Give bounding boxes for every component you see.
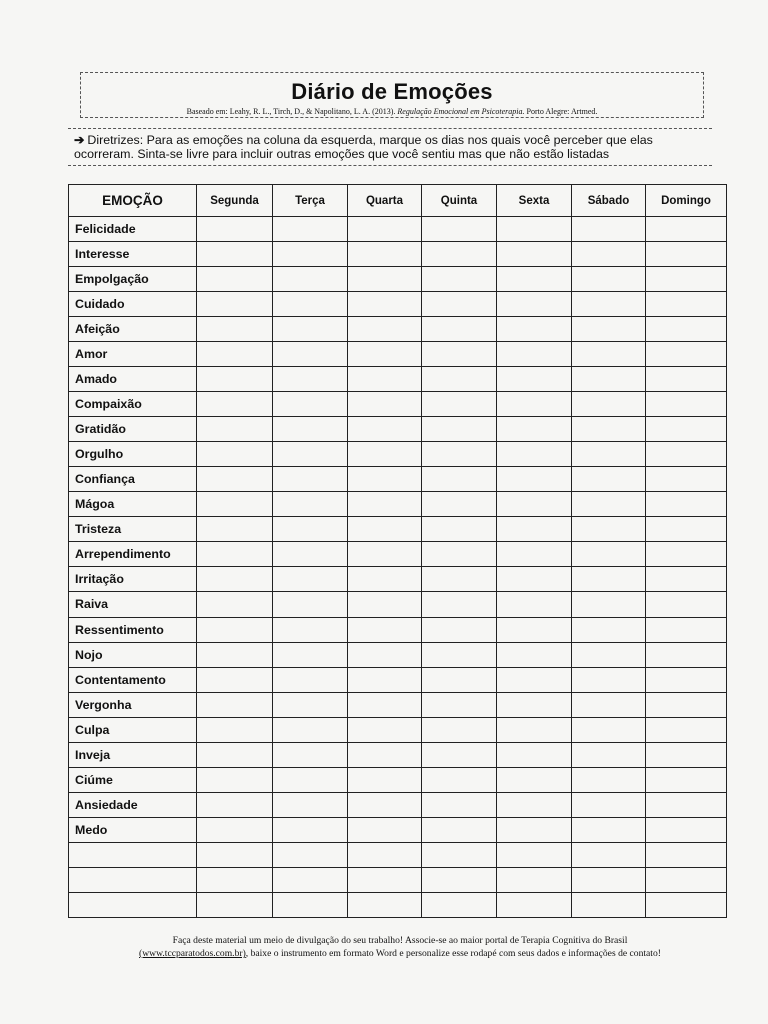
table-row — [69, 867, 727, 892]
day-check-cell[interactable] — [572, 392, 646, 417]
day-check-cell[interactable] — [572, 217, 646, 242]
day-check-cell[interactable] — [348, 767, 422, 792]
day-check-cell[interactable] — [646, 842, 727, 867]
day-check-cell[interactable] — [422, 692, 497, 717]
footer — [90, 934, 710, 960]
table-body — [69, 217, 727, 918]
emotion-label: Interesse — [69, 242, 197, 267]
day-check-cell[interactable] — [197, 292, 273, 317]
day-check-cell[interactable] — [197, 492, 273, 517]
day-check-cell[interactable] — [646, 417, 727, 442]
day-check-cell[interactable] — [273, 742, 348, 767]
day-check-cell[interactable] — [422, 417, 497, 442]
day-check-cell[interactable] — [497, 317, 572, 342]
day-check-cell[interactable] — [422, 817, 497, 842]
day-check-cell[interactable] — [422, 767, 497, 792]
emotion-label: Confiança — [69, 467, 197, 492]
emotion-label: Orgulho — [69, 442, 197, 467]
emotion-label — [69, 867, 197, 892]
guidelines — [68, 128, 712, 166]
emotion-label: Amor — [69, 342, 197, 367]
day-check-cell[interactable] — [273, 567, 348, 592]
day-check-cell[interactable] — [572, 267, 646, 292]
day-check-cell[interactable] — [497, 692, 572, 717]
day-check-cell[interactable] — [646, 742, 727, 767]
day-check-cell[interactable] — [497, 717, 572, 742]
header-box — [80, 72, 704, 118]
day-check-cell[interactable] — [572, 792, 646, 817]
day-check-cell[interactable] — [348, 792, 422, 817]
day-check-cell[interactable] — [572, 892, 646, 917]
day-check-cell[interactable] — [497, 342, 572, 367]
emotion-label: Inveja — [69, 742, 197, 767]
source-citation — [81, 107, 703, 116]
table-row — [69, 442, 727, 467]
day-check-cell[interactable] — [422, 467, 497, 492]
day-check-cell[interactable] — [348, 567, 422, 592]
table-row — [69, 717, 727, 742]
day-check-cell[interactable] — [646, 867, 727, 892]
day-check-cell[interactable] — [497, 592, 572, 617]
table-row — [69, 367, 727, 392]
day-check-cell[interactable] — [572, 417, 646, 442]
table-row — [69, 592, 727, 617]
day-check-cell[interactable] — [572, 642, 646, 667]
day-check-cell[interactable] — [572, 342, 646, 367]
day-check-cell[interactable] — [572, 667, 646, 692]
day-check-cell[interactable] — [422, 517, 497, 542]
table-row — [69, 892, 727, 917]
table-row — [69, 492, 727, 517]
table-row — [69, 842, 727, 867]
day-check-cell[interactable] — [348, 867, 422, 892]
day-check-cell[interactable] — [348, 342, 422, 367]
day-check-cell[interactable] — [497, 292, 572, 317]
day-check-cell[interactable] — [497, 242, 572, 267]
day-check-cell[interactable] — [348, 842, 422, 867]
day-check-cell[interactable] — [273, 292, 348, 317]
day-check-cell[interactable] — [422, 642, 497, 667]
day-check-cell[interactable] — [646, 492, 727, 517]
day-check-cell[interactable] — [422, 392, 497, 417]
emotion-table — [68, 184, 727, 918]
emotion-label: Mágoa — [69, 492, 197, 517]
day-check-cell[interactable] — [497, 817, 572, 842]
day-check-cell[interactable] — [497, 867, 572, 892]
table-row — [69, 267, 727, 292]
day-check-cell[interactable] — [273, 442, 348, 467]
table-row — [69, 417, 727, 442]
table-row — [69, 542, 727, 567]
day-check-cell[interactable] — [497, 642, 572, 667]
source-prefix: Baseado em: Leahy, R. L., Tirch, D., & Napolitano, L. A. (2013). — [186, 107, 396, 116]
day-check-cell[interactable] — [497, 667, 572, 692]
day-check-cell[interactable] — [497, 567, 572, 592]
emotion-label — [69, 842, 197, 867]
day-check-cell[interactable] — [572, 567, 646, 592]
day-check-cell[interactable] — [273, 417, 348, 442]
emotion-label: Cuidado — [69, 292, 197, 317]
day-check-cell[interactable] — [348, 267, 422, 292]
day-check-cell[interactable] — [273, 667, 348, 692]
day-check-cell[interactable] — [197, 217, 273, 242]
day-check-cell[interactable] — [273, 342, 348, 367]
footer-line-2-text: , baixe o instrumento em formato Word e personalize esse rodapé com seus dados e informações de contato! — [245, 948, 661, 959]
day-check-cell[interactable] — [197, 817, 273, 842]
day-check-cell[interactable] — [197, 717, 273, 742]
day-check-cell[interactable] — [197, 842, 273, 867]
emotion-label: Ansiedade — [69, 792, 197, 817]
day-check-cell[interactable] — [422, 292, 497, 317]
emotion-label: Amado — [69, 367, 197, 392]
emotion-label: Ressentimento — [69, 617, 197, 642]
day-check-cell[interactable] — [197, 742, 273, 767]
table-row — [69, 692, 727, 717]
day-check-cell[interactable] — [646, 217, 727, 242]
day-check-cell[interactable] — [422, 242, 497, 267]
day-check-cell[interactable] — [422, 567, 497, 592]
emotion-label: Vergonha — [69, 692, 197, 717]
table-row — [69, 792, 727, 817]
day-check-cell[interactable] — [497, 617, 572, 642]
day-check-cell[interactable] — [572, 842, 646, 867]
day-check-cell[interactable] — [572, 442, 646, 467]
emotion-label: Arrependimento — [69, 542, 197, 567]
day-check-cell[interactable] — [348, 517, 422, 542]
day-check-cell[interactable] — [646, 892, 727, 917]
day-check-cell[interactable] — [646, 242, 727, 267]
day-check-cell[interactable] — [348, 392, 422, 417]
day-check-cell[interactable] — [646, 592, 727, 617]
day-check-cell[interactable] — [422, 317, 497, 342]
table-row — [69, 242, 727, 267]
day-check-cell[interactable] — [646, 317, 727, 342]
day-check-cell[interactable] — [572, 317, 646, 342]
day-check-cell[interactable] — [273, 717, 348, 742]
column-header-emotion: EMOÇÃO — [69, 185, 197, 217]
day-check-cell[interactable] — [273, 267, 348, 292]
day-check-cell[interactable] — [273, 642, 348, 667]
day-check-cell[interactable] — [646, 792, 727, 817]
day-check-cell[interactable] — [572, 767, 646, 792]
day-check-cell[interactable] — [197, 667, 273, 692]
day-check-cell[interactable] — [348, 692, 422, 717]
day-check-cell[interactable] — [348, 442, 422, 467]
column-header-day: Quinta — [422, 185, 497, 217]
day-check-cell[interactable] — [422, 842, 497, 867]
day-check-cell[interactable] — [646, 367, 727, 392]
day-check-cell[interactable] — [273, 842, 348, 867]
table-row — [69, 292, 727, 317]
table-row — [69, 467, 727, 492]
day-check-cell[interactable] — [572, 467, 646, 492]
day-check-cell[interactable] — [646, 617, 727, 642]
day-check-cell[interactable] — [646, 342, 727, 367]
day-check-cell[interactable] — [197, 442, 273, 467]
table-row — [69, 767, 727, 792]
day-check-cell[interactable] — [197, 892, 273, 917]
day-check-cell[interactable] — [273, 867, 348, 892]
day-check-cell[interactable] — [273, 592, 348, 617]
day-check-cell[interactable] — [646, 392, 727, 417]
day-check-cell[interactable] — [497, 842, 572, 867]
day-check-cell[interactable] — [422, 342, 497, 367]
day-check-cell[interactable] — [348, 892, 422, 917]
guidelines-text: Diretrizes: Para as emoções na coluna da esquerda, marque os dias nos quais você perceber que elas ocorreram. Sinta-se livre para incluir outras emoções que você sentiu mas que não estão listadas — [74, 133, 653, 161]
day-check-cell[interactable] — [497, 792, 572, 817]
day-check-cell[interactable] — [197, 417, 273, 442]
day-check-cell[interactable] — [348, 817, 422, 842]
day-check-cell[interactable] — [422, 492, 497, 517]
day-check-cell[interactable] — [348, 217, 422, 242]
column-header-day: Sexta — [497, 185, 572, 217]
day-check-cell[interactable] — [497, 742, 572, 767]
day-check-cell[interactable] — [197, 392, 273, 417]
emotion-label — [69, 892, 197, 917]
day-check-cell[interactable] — [197, 342, 273, 367]
day-check-cell[interactable] — [348, 742, 422, 767]
day-check-cell[interactable] — [197, 517, 273, 542]
day-check-cell[interactable] — [422, 267, 497, 292]
day-check-cell[interactable] — [348, 317, 422, 342]
table-row — [69, 567, 727, 592]
day-check-cell[interactable] — [273, 467, 348, 492]
day-check-cell[interactable] — [197, 542, 273, 567]
day-check-cell[interactable] — [197, 642, 273, 667]
day-check-cell[interactable] — [422, 892, 497, 917]
day-check-cell[interactable] — [646, 642, 727, 667]
emotion-label: Nojo — [69, 642, 197, 667]
day-check-cell[interactable] — [422, 442, 497, 467]
day-check-cell[interactable] — [197, 692, 273, 717]
day-check-cell[interactable] — [422, 367, 497, 392]
table-row — [69, 742, 727, 767]
column-header-day: Segunda — [197, 185, 273, 217]
emotion-label: Compaixão — [69, 392, 197, 417]
day-check-cell[interactable] — [497, 492, 572, 517]
day-check-cell[interactable] — [646, 817, 727, 842]
day-check-cell[interactable] — [497, 392, 572, 417]
day-check-cell[interactable] — [422, 792, 497, 817]
emotion-label: Ciúme — [69, 767, 197, 792]
day-check-cell[interactable] — [273, 517, 348, 542]
day-check-cell[interactable] — [646, 292, 727, 317]
table-header-row — [69, 185, 727, 217]
table-row — [69, 817, 727, 842]
table-row — [69, 642, 727, 667]
day-check-cell[interactable] — [348, 592, 422, 617]
day-check-cell[interactable] — [497, 892, 572, 917]
column-header-day: Sábado — [572, 185, 646, 217]
day-check-cell[interactable] — [273, 217, 348, 242]
column-header-day: Domingo — [646, 185, 727, 217]
table-row — [69, 317, 727, 342]
day-check-cell[interactable] — [273, 367, 348, 392]
arrow-right-icon: ➔ — [74, 133, 85, 147]
day-check-cell[interactable] — [422, 667, 497, 692]
day-check-cell[interactable] — [646, 467, 727, 492]
day-check-cell[interactable] — [497, 517, 572, 542]
table-row — [69, 617, 727, 642]
day-check-cell[interactable] — [348, 667, 422, 692]
day-check-cell[interactable] — [348, 492, 422, 517]
day-check-cell[interactable] — [422, 717, 497, 742]
day-check-cell[interactable] — [646, 542, 727, 567]
day-check-cell[interactable] — [572, 617, 646, 642]
day-check-cell[interactable] — [197, 767, 273, 792]
day-check-cell[interactable] — [497, 217, 572, 242]
day-check-cell[interactable] — [646, 667, 727, 692]
day-check-cell[interactable] — [197, 567, 273, 592]
table-row — [69, 392, 727, 417]
emotion-label: Felicidade — [69, 217, 197, 242]
day-check-cell[interactable] — [497, 367, 572, 392]
day-check-cell[interactable] — [197, 242, 273, 267]
day-check-cell[interactable] — [348, 642, 422, 667]
emotion-label: Medo — [69, 817, 197, 842]
source-title: Regulação Emocional em Psicoterapia. — [397, 107, 525, 116]
column-header-day: Terça — [273, 185, 348, 217]
day-check-cell[interactable] — [348, 242, 422, 267]
day-check-cell[interactable] — [572, 517, 646, 542]
day-check-cell[interactable] — [572, 542, 646, 567]
day-check-cell[interactable] — [197, 267, 273, 292]
day-check-cell[interactable] — [273, 317, 348, 342]
table-row — [69, 517, 727, 542]
day-check-cell[interactable] — [497, 467, 572, 492]
day-check-cell[interactable] — [273, 617, 348, 642]
day-check-cell[interactable] — [422, 542, 497, 567]
day-check-cell[interactable] — [572, 717, 646, 742]
day-check-cell[interactable] — [497, 267, 572, 292]
day-check-cell[interactable] — [197, 867, 273, 892]
day-check-cell[interactable] — [197, 592, 273, 617]
day-check-cell[interactable] — [273, 767, 348, 792]
day-check-cell[interactable] — [348, 417, 422, 442]
page-title: Diário de Emoções — [291, 79, 493, 104]
day-check-cell[interactable] — [348, 367, 422, 392]
emotion-label: Tristeza — [69, 517, 197, 542]
day-check-cell[interactable] — [572, 742, 646, 767]
day-check-cell[interactable] — [273, 817, 348, 842]
source-suffix: Porto Alegre: Artmed. — [526, 107, 598, 116]
day-check-cell[interactable] — [348, 292, 422, 317]
emotion-label: Contentamento — [69, 667, 197, 692]
day-check-cell[interactable] — [646, 267, 727, 292]
footer-line-1: Faça deste material um meio de divulgação do seu trabalho! Associe-se ao maior portal de Terapia Cognitiva do Brasil — [172, 935, 628, 946]
day-check-cell[interactable] — [646, 717, 727, 742]
table-row — [69, 667, 727, 692]
footer-line-2 — [90, 947, 710, 960]
emotion-label: Culpa — [69, 717, 197, 742]
day-check-cell[interactable] — [273, 492, 348, 517]
emotion-grid — [68, 184, 726, 918]
emotion-label: Raiva — [69, 592, 197, 617]
day-check-cell[interactable] — [497, 767, 572, 792]
day-check-cell[interactable] — [572, 292, 646, 317]
day-check-cell[interactable] — [273, 892, 348, 917]
day-check-cell[interactable] — [572, 242, 646, 267]
day-check-cell[interactable] — [273, 542, 348, 567]
day-check-cell[interactable] — [273, 392, 348, 417]
day-check-cell[interactable] — [197, 467, 273, 492]
emotion-label: Gratidão — [69, 417, 197, 442]
day-check-cell[interactable] — [273, 242, 348, 267]
day-check-cell[interactable] — [572, 367, 646, 392]
day-check-cell[interactable] — [646, 567, 727, 592]
day-check-cell[interactable] — [497, 542, 572, 567]
day-check-cell[interactable] — [572, 592, 646, 617]
day-check-cell[interactable] — [497, 417, 572, 442]
day-check-cell[interactable] — [348, 542, 422, 567]
day-check-cell[interactable] — [646, 692, 727, 717]
emotion-label: Afeição — [69, 317, 197, 342]
day-check-cell[interactable] — [646, 517, 727, 542]
day-check-cell[interactable] — [422, 742, 497, 767]
day-check-cell[interactable] — [197, 367, 273, 392]
day-check-cell[interactable] — [273, 692, 348, 717]
emotion-label: Empolgação — [69, 267, 197, 292]
day-check-cell[interactable] — [422, 867, 497, 892]
table-row — [69, 217, 727, 242]
day-check-cell[interactable] — [572, 492, 646, 517]
day-check-cell[interactable] — [422, 617, 497, 642]
day-check-cell[interactable] — [348, 467, 422, 492]
day-check-cell[interactable] — [422, 217, 497, 242]
day-check-cell[interactable] — [197, 617, 273, 642]
day-check-cell[interactable] — [646, 767, 727, 792]
column-header-day: Quarta — [348, 185, 422, 217]
emotion-label: Irritação — [69, 567, 197, 592]
day-check-cell[interactable] — [197, 792, 273, 817]
table-row — [69, 342, 727, 367]
footer-link[interactable]: (www.tccparatodos.com.br) — [139, 948, 246, 959]
day-check-cell[interactable] — [572, 692, 646, 717]
day-check-cell[interactable] — [197, 317, 273, 342]
day-check-cell[interactable] — [422, 592, 497, 617]
day-check-cell[interactable] — [497, 442, 572, 467]
day-check-cell[interactable] — [348, 717, 422, 742]
day-check-cell[interactable] — [572, 817, 646, 842]
day-check-cell[interactable] — [348, 617, 422, 642]
day-check-cell[interactable] — [572, 867, 646, 892]
day-check-cell[interactable] — [273, 792, 348, 817]
day-check-cell[interactable] — [646, 442, 727, 467]
